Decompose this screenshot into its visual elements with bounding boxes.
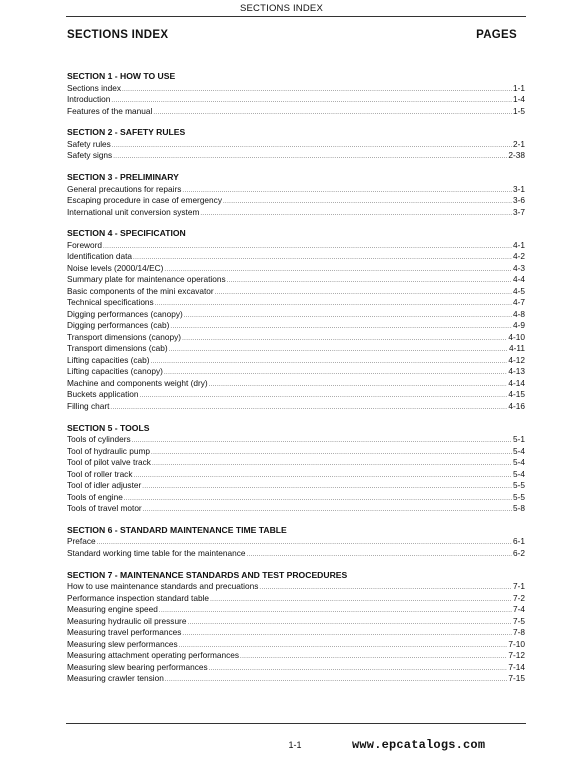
dot-leader bbox=[124, 494, 512, 506]
toc-entry[interactable] bbox=[67, 366, 525, 378]
dot-leader bbox=[164, 368, 507, 380]
toc-entry[interactable] bbox=[67, 469, 525, 481]
toc-entry[interactable] bbox=[67, 83, 525, 95]
toc-section bbox=[67, 525, 525, 560]
toc-entry[interactable] bbox=[67, 401, 525, 413]
dot-leader bbox=[111, 96, 512, 108]
dot-leader bbox=[187, 618, 512, 630]
header-divider bbox=[66, 16, 526, 17]
entry-label: Noise levels (2000/14/EC) bbox=[67, 262, 164, 273]
dot-leader bbox=[153, 108, 512, 120]
toc-entry[interactable] bbox=[67, 106, 525, 118]
entry-label: Tool of hydraulic pump bbox=[67, 445, 151, 456]
entry-label: Filling chart bbox=[67, 400, 110, 411]
entry-label: Measuring hydraulic oil pressure bbox=[67, 615, 187, 626]
entry-label: International unit conversion system bbox=[67, 206, 200, 217]
entry-page: 4-10 bbox=[508, 331, 525, 342]
toc-entry[interactable] bbox=[67, 389, 525, 401]
dot-leader bbox=[170, 322, 512, 334]
dot-leader bbox=[140, 391, 508, 403]
toc-entry[interactable] bbox=[67, 492, 525, 504]
entry-label: General precautions for repairs bbox=[67, 183, 182, 194]
dot-leader bbox=[151, 448, 512, 460]
entry-label: Features of the manual bbox=[67, 105, 153, 116]
entry-label: How to use maintenance standards and precuations bbox=[67, 581, 259, 592]
toc-entry[interactable] bbox=[67, 355, 525, 367]
entry-page: 5-1 bbox=[513, 434, 525, 445]
entry-page: 4-8 bbox=[513, 308, 525, 319]
entry-page: 3-6 bbox=[513, 195, 525, 206]
dot-leader bbox=[227, 276, 512, 288]
section-title: SECTION 3 - PRELIMINARY bbox=[67, 172, 179, 183]
dot-leader bbox=[182, 334, 507, 346]
toc-entry[interactable] bbox=[67, 548, 525, 560]
toc-entry[interactable] bbox=[67, 207, 525, 219]
dot-leader bbox=[133, 471, 512, 483]
entry-label: Performance inspection standard table bbox=[67, 592, 210, 603]
dot-leader bbox=[209, 380, 508, 392]
entry-page: 4-1 bbox=[513, 239, 525, 250]
toc-entry[interactable] bbox=[67, 650, 525, 662]
toc-entry[interactable] bbox=[67, 332, 525, 344]
entry-label: Tools of engine bbox=[67, 491, 123, 502]
toc-entry[interactable] bbox=[67, 150, 525, 162]
entry-page: 4-14 bbox=[508, 377, 525, 388]
entry-page: 7-2 bbox=[513, 592, 525, 603]
entry-page: 5-5 bbox=[513, 480, 525, 491]
toc-entry[interactable] bbox=[67, 251, 525, 263]
entry-label: Measuring slew performances bbox=[67, 638, 178, 649]
dot-leader bbox=[132, 436, 512, 448]
entry-page: 4-9 bbox=[513, 320, 525, 331]
entry-label: Measuring slew bearing performances bbox=[67, 661, 208, 672]
toc-section bbox=[67, 127, 525, 162]
toc-entry[interactable] bbox=[67, 434, 525, 446]
toc-entry[interactable] bbox=[67, 457, 525, 469]
toc-entry[interactable] bbox=[67, 297, 525, 309]
toc-entry[interactable] bbox=[67, 139, 525, 151]
toc-entry[interactable] bbox=[67, 581, 525, 593]
page-number: 1-1 bbox=[288, 740, 302, 750]
entry-label: Measuring attachment operating performances bbox=[67, 650, 240, 661]
entry-page: 1-4 bbox=[513, 94, 525, 104]
index-title: SECTIONS INDEX bbox=[67, 29, 169, 41]
toc-entry[interactable] bbox=[67, 480, 525, 492]
entry-label: Tools of cylinders bbox=[67, 434, 131, 445]
entry-label: Identification data bbox=[67, 251, 133, 262]
toc-entry[interactable] bbox=[67, 320, 525, 332]
dot-leader bbox=[240, 652, 507, 664]
entry-label: Buckets application bbox=[67, 389, 139, 400]
entry-page: 7-14 bbox=[508, 661, 525, 672]
entry-label: Foreword bbox=[67, 239, 103, 250]
dot-leader bbox=[143, 505, 512, 517]
entry-page: 1-1 bbox=[513, 82, 525, 93]
entry-page: 5-4 bbox=[513, 468, 525, 479]
entry-page: 4-5 bbox=[513, 285, 525, 296]
table-of-contents bbox=[67, 71, 525, 695]
toc-entry[interactable] bbox=[67, 263, 525, 275]
dot-leader bbox=[247, 550, 513, 562]
section-title: SECTION 7 - MAINTENANCE STANDARDS AND TEST PROCEDURES bbox=[67, 569, 348, 580]
toc-entry[interactable] bbox=[67, 639, 525, 651]
entry-page: 4-12 bbox=[508, 354, 525, 365]
entry-page: 7-5 bbox=[513, 615, 525, 626]
entry-page: 4-4 bbox=[513, 274, 525, 285]
pages-column-label: PAGES bbox=[476, 29, 517, 41]
entry-label: Standard working time table for the maintenance bbox=[67, 547, 246, 558]
entry-label: Digging performances (cab) bbox=[67, 320, 170, 331]
toc-entry[interactable] bbox=[67, 184, 525, 196]
dot-leader bbox=[122, 85, 512, 97]
toc-entry[interactable] bbox=[67, 536, 525, 548]
toc-entry[interactable] bbox=[67, 604, 525, 616]
entry-label: Measuring engine speed bbox=[67, 604, 158, 615]
entry-page: 7-12 bbox=[508, 650, 525, 661]
entry-page: 4-16 bbox=[508, 400, 525, 411]
toc-entry[interactable] bbox=[67, 503, 525, 515]
entry-label: Measuring crawler tension bbox=[67, 673, 164, 684]
section-title: SECTION 5 - TOOLS bbox=[67, 422, 150, 433]
dot-leader bbox=[103, 242, 512, 254]
toc-section bbox=[67, 423, 525, 515]
dot-leader bbox=[200, 209, 512, 221]
entry-page: 4-3 bbox=[513, 262, 525, 273]
toc-section bbox=[67, 172, 525, 218]
dot-leader bbox=[209, 664, 508, 676]
footer-divider bbox=[66, 723, 526, 724]
entry-page: 7-15 bbox=[508, 673, 525, 684]
toc-entry[interactable] bbox=[67, 343, 525, 355]
entry-label: Tool of idler adjuster bbox=[67, 480, 142, 491]
section-title: SECTION 1 - HOW TO USE bbox=[67, 71, 176, 81]
dot-leader bbox=[151, 357, 508, 369]
toc-entry[interactable] bbox=[67, 195, 525, 207]
entry-label: Digging performances (canopy) bbox=[67, 308, 183, 319]
entry-label: Safety rules bbox=[67, 138, 111, 149]
entry-page: 6-2 bbox=[513, 547, 525, 558]
dot-leader bbox=[210, 595, 512, 607]
entry-label: Technical specifications bbox=[67, 297, 154, 308]
entry-page: 1-5 bbox=[513, 105, 525, 116]
entry-label: Basic components of the mini excavator bbox=[67, 285, 214, 296]
dot-leader bbox=[110, 403, 507, 415]
entry-page: 5-4 bbox=[513, 457, 525, 468]
entry-page: 3-7 bbox=[513, 206, 525, 217]
section-title: SECTION 4 - SPECIFICATION bbox=[67, 228, 186, 239]
dot-leader bbox=[159, 606, 512, 618]
dot-leader bbox=[165, 675, 508, 687]
toc-entry[interactable] bbox=[67, 274, 525, 286]
entry-label: Transport dimensions (canopy) bbox=[67, 331, 182, 342]
dot-leader bbox=[155, 299, 512, 311]
entry-page: 7-8 bbox=[513, 627, 525, 638]
toc-entry[interactable] bbox=[67, 627, 525, 639]
dot-leader bbox=[259, 583, 512, 595]
toc-section bbox=[67, 570, 525, 685]
entry-page: 6-1 bbox=[513, 536, 525, 547]
toc-entry[interactable] bbox=[67, 673, 525, 685]
dot-leader bbox=[182, 629, 512, 641]
entry-label: Sections index bbox=[67, 82, 121, 93]
toc-entry[interactable] bbox=[67, 593, 525, 605]
toc-section bbox=[67, 228, 525, 412]
entry-page: 4-7 bbox=[513, 297, 525, 308]
dot-leader bbox=[113, 152, 507, 164]
entry-label: Introduction bbox=[67, 94, 111, 104]
dot-leader bbox=[142, 482, 512, 494]
toc-entry[interactable] bbox=[67, 378, 525, 390]
entry-page: 4-2 bbox=[513, 251, 525, 262]
running-head: SECTIONS INDEX bbox=[239, 3, 324, 14]
section-title: SECTION 2 - SAFETY RULES bbox=[67, 127, 186, 138]
entry-page: 7-1 bbox=[513, 581, 525, 592]
entry-page: 5-8 bbox=[513, 503, 525, 514]
dot-leader bbox=[184, 311, 512, 323]
entry-label: Preface bbox=[67, 536, 96, 547]
entry-page: 7-10 bbox=[508, 638, 525, 649]
toc-entry[interactable] bbox=[67, 309, 525, 321]
dot-leader bbox=[215, 288, 512, 300]
entry-page: 3-1 bbox=[513, 183, 525, 194]
entry-label: Tools of travel motor bbox=[67, 503, 142, 514]
dot-leader bbox=[223, 197, 512, 209]
entry-label: Measuring travel performances bbox=[67, 627, 182, 638]
entry-page: 4-13 bbox=[508, 366, 525, 377]
dot-leader bbox=[182, 186, 512, 198]
entry-page: 2-38 bbox=[508, 150, 525, 161]
entry-label: Safety signs bbox=[67, 150, 113, 161]
entry-label: Summary plate for maintenance operations bbox=[67, 274, 226, 285]
entry-label: Escaping procedure in case of emergency bbox=[67, 195, 222, 206]
entry-page: 4-15 bbox=[508, 389, 525, 400]
entry-page: 4-11 bbox=[509, 343, 525, 354]
toc-entry[interactable] bbox=[67, 616, 525, 628]
dot-leader bbox=[133, 253, 512, 265]
entry-label: Lifting capacities (cab) bbox=[67, 354, 150, 365]
toc-entry[interactable] bbox=[67, 286, 525, 298]
dot-leader bbox=[112, 141, 512, 153]
toc-entry[interactable] bbox=[67, 662, 525, 674]
section-title: SECTION 6 - STANDARD MAINTENANCE TIME TABLE bbox=[67, 524, 287, 535]
entry-label: Machine and components weight (dry) bbox=[67, 377, 208, 388]
toc-entry[interactable] bbox=[67, 446, 525, 458]
dot-leader bbox=[152, 459, 512, 471]
toc-entry[interactable] bbox=[67, 94, 525, 106]
entry-label: Tool of roller track bbox=[67, 468, 133, 479]
watermark-logo: www.epcatalogs.com bbox=[352, 738, 486, 752]
dot-leader bbox=[169, 345, 508, 357]
entry-label: Tool of pilot valve track bbox=[67, 457, 151, 468]
entry-page: 5-5 bbox=[513, 491, 525, 502]
entry-label: Lifting capacities (canopy) bbox=[67, 366, 163, 377]
index-header bbox=[67, 29, 517, 41]
entry-page: 7-4 bbox=[513, 604, 525, 615]
entry-page: 5-4 bbox=[513, 445, 525, 456]
entry-page: 2-1 bbox=[513, 138, 525, 149]
toc-entry[interactable] bbox=[67, 240, 525, 252]
toc-section bbox=[67, 71, 525, 117]
entry-label: Transport dimensions (cab) bbox=[67, 343, 168, 354]
